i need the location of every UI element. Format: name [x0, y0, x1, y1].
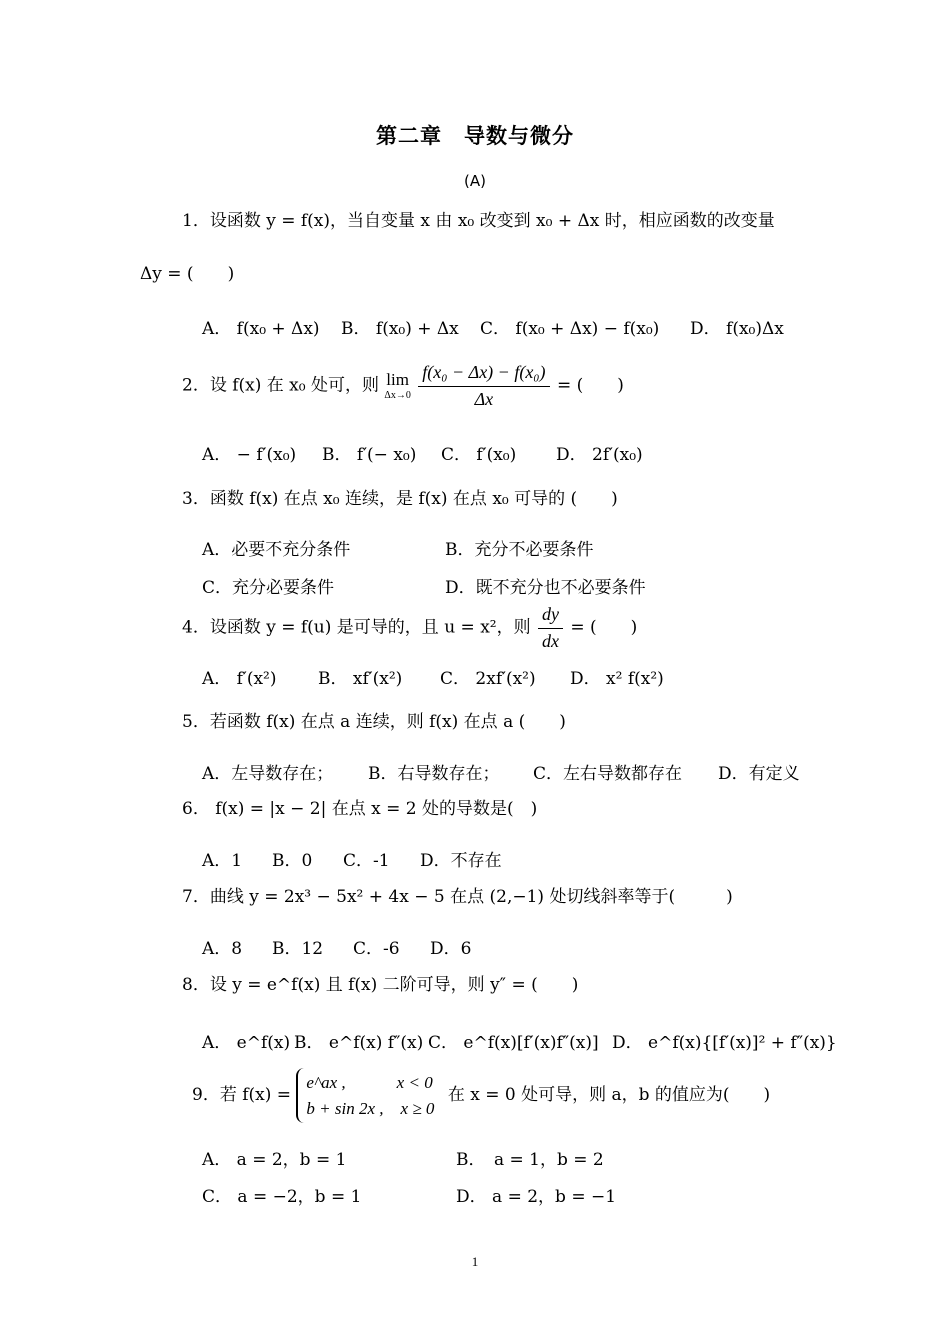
fraction-denominator: dx — [542, 630, 559, 651]
question-5-stem: 5．若函数 f(x) 在点 a 连续，则 f(x) 在点 a ( ) — [182, 712, 566, 732]
limit-word: lim — [386, 369, 409, 389]
question-6-option-b: B．0 — [272, 851, 313, 871]
question-9-stem — [192, 1068, 770, 1123]
question-8-stem: 8．设 y = e^f(x) 且 f(x) 二阶可导，则 y″ = ( ) — [182, 975, 579, 995]
question-7-stem: 7．曲线 y = 2x³ − 5x² + 4x − 5 在点 (2,−1) 处切线斜率等于( ) — [182, 887, 733, 907]
question-1-stem: 1．设函数 y = f(x)，当自变量 x 由 x₀ 改变到 x₀ + Δx 时，相应函数的改变量 — [182, 211, 775, 231]
question-2-stem-tail: = ( ) — [556, 375, 624, 396]
page-number: 1 — [471, 1254, 479, 1269]
question-5-option-a: A．左导数存在； — [202, 764, 334, 784]
question-2-stem — [182, 362, 624, 410]
question-7-option-a: A．8 — [202, 939, 243, 959]
question-8-option-b: B． e^f(x) f″(x) — [294, 1033, 424, 1053]
fraction-numerator: dy — [538, 604, 563, 629]
question-3-option-b: B．充分不必要条件 — [445, 540, 594, 560]
question-2-option-b: B． f′(− x₀) — [322, 445, 417, 465]
question-2-stem-text: 2．设 f(x) 在 x₀ 处可，则 — [182, 375, 379, 396]
question-8-option-d: D． e^f(x){[f′(x)]² + f″(x)} — [612, 1033, 837, 1053]
question-2-option-c: C． f′(x₀) — [441, 445, 517, 465]
question-1-stem-cont: Δy = ( ) — [140, 264, 235, 284]
question-5-option-b: B．右导数存在； — [368, 764, 500, 784]
piecewise-case-1: e^ax , x < 0 — [306, 1073, 433, 1092]
question-4-stem-tail: = ( ) — [570, 617, 638, 638]
question-4-option-d: D． x² f(x²) — [570, 669, 664, 689]
question-3-option-a: A．必要不充分条件 — [202, 540, 351, 560]
question-9-option-d: D． a = 2，b = −1 — [456, 1187, 617, 1207]
question-1-option-d: D． f(x₀)Δx — [690, 319, 784, 339]
question-4-stem-text: 4．设函数 y = f(u) 是可导的，且 u = x²，则 — [182, 617, 531, 638]
question-4-stem — [182, 604, 637, 652]
question-6-option-c: C．-1 — [343, 851, 390, 871]
question-9-stem-text: 9．若 f(x) = — [192, 1085, 292, 1105]
question-9-option-c: C． a = −2，b = 1 — [202, 1187, 362, 1207]
question-1-option-c: C． f(x₀ + Δx) − f(x₀) — [480, 319, 660, 339]
question-5-option-d: D．有定义 — [718, 764, 800, 784]
question-4-option-b: B． xf′(x²) — [318, 669, 403, 689]
section-label: (A) — [464, 172, 486, 190]
question-8-option-a: A． e^f(x) — [202, 1033, 291, 1053]
difference-quotient — [418, 362, 549, 410]
question-6-option-a: A．1 — [202, 851, 243, 871]
derivative-fraction — [538, 604, 563, 652]
limit-subscript: Δx→0 — [384, 390, 411, 402]
question-2-option-a: A． − f′(x₀) — [202, 445, 297, 465]
limit-expression — [384, 370, 410, 402]
question-3-option-d: D．既不充分也不必要条件 — [445, 578, 646, 598]
question-1-option-b: B． f(x₀) + Δx — [341, 319, 459, 339]
question-3-option-c: C．充分必要条件 — [202, 578, 335, 598]
question-8-option-c: C． e^f(x)[f′(x)f″(x)] — [428, 1033, 599, 1053]
chapter-title: 第二章 导数与微分 — [376, 124, 574, 148]
question-3-stem: 3．函数 f(x) 在点 x₀ 连续，是 f(x) 在点 x₀ 可导的 ( ) — [182, 489, 618, 509]
question-9-option-a: A． a = 2，b = 1 — [202, 1150, 347, 1170]
piecewise-case-2: b + sin 2x , x ≥ 0 — [306, 1098, 435, 1118]
question-2-option-d: D． 2f′(x₀) — [556, 445, 643, 465]
question-6-stem: 6． f(x) = |x − 2| 在点 x = 2 处的导数是( ) — [182, 799, 538, 819]
question-4-option-a: A． f′(x²) — [202, 669, 277, 689]
question-5-option-c: C．左右导数都存在 — [533, 764, 683, 784]
question-1-option-a: A． f(x₀ + Δx) — [202, 319, 320, 339]
question-7-option-d: D．6 — [430, 939, 472, 959]
question-4-option-c: C． 2xf′(x²) — [440, 669, 536, 689]
fraction-numerator: f(x₀ − Δx) − f(x₀) — [418, 362, 549, 387]
fraction-denominator: Δx — [474, 388, 494, 409]
question-7-option-b: B．12 — [272, 939, 324, 959]
question-9-option-b: B． a = 1，b = 2 — [456, 1150, 604, 1170]
question-6-option-d: D．不存在 — [420, 851, 502, 871]
question-7-option-c: C．-6 — [353, 939, 400, 959]
question-9-stem-tail: 在 x = 0 处可导，则 a，b 的值应为( ) — [447, 1085, 771, 1105]
piecewise-function — [296, 1068, 442, 1123]
